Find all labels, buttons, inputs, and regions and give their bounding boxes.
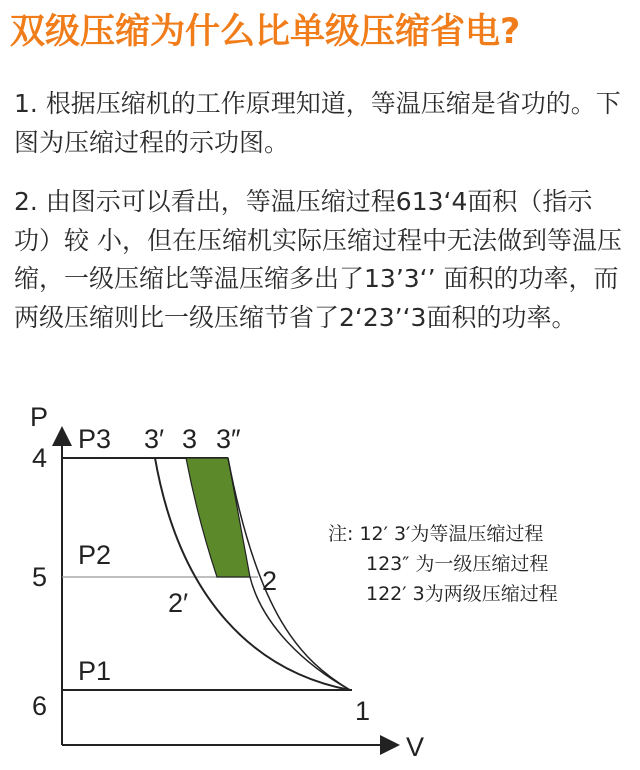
legend-line-1: 注: 12′ 3′为等温压缩过程 — [328, 523, 544, 545]
saved-work-area — [186, 458, 250, 577]
p3-label: P3 — [78, 424, 112, 454]
p-axis-label: P — [30, 402, 49, 432]
tick-5: 5 — [32, 562, 48, 592]
legend-line-2: 123″ 为一级压缩过程 — [366, 553, 549, 575]
point-3prime-label: 3′ — [144, 424, 165, 454]
tick-4: 4 — [32, 443, 48, 473]
p1-label: P1 — [78, 656, 112, 686]
paragraph-2: 2. 由图示可以看出，等温压缩过程613‘4面积（指示功）较 小，但在压缩机实际压缩过程中无法做到等温压缩，一级压缩比等温压缩多出了13’3‘’ 面积的功率，而两级压缩则比一级压缩节省了2‘23’‘3面积的功率。 — [14, 187, 622, 332]
pv-diagram — [0, 390, 640, 770]
point-3-label: 3 — [182, 424, 198, 454]
point-3dprime-label: 3″ — [216, 424, 241, 454]
point-2prime-label: 2′ — [168, 588, 189, 618]
isothermal-curve — [155, 458, 350, 690]
p2-label: P2 — [78, 540, 112, 570]
v-axis-label: V — [406, 732, 425, 762]
paragraph-1: 1. 根据压缩机的工作原理知道，等温压缩是省功的。下图为压缩过程的示功图。 — [14, 89, 621, 157]
page-title: 双级压缩为什么比单级压缩省电? — [10, 12, 521, 52]
point-2-label: 2 — [262, 566, 278, 596]
point-1-label: 1 — [355, 696, 371, 726]
legend-line-3: 122′ 3为两级压缩过程 — [366, 583, 558, 605]
tick-6: 6 — [32, 691, 48, 721]
